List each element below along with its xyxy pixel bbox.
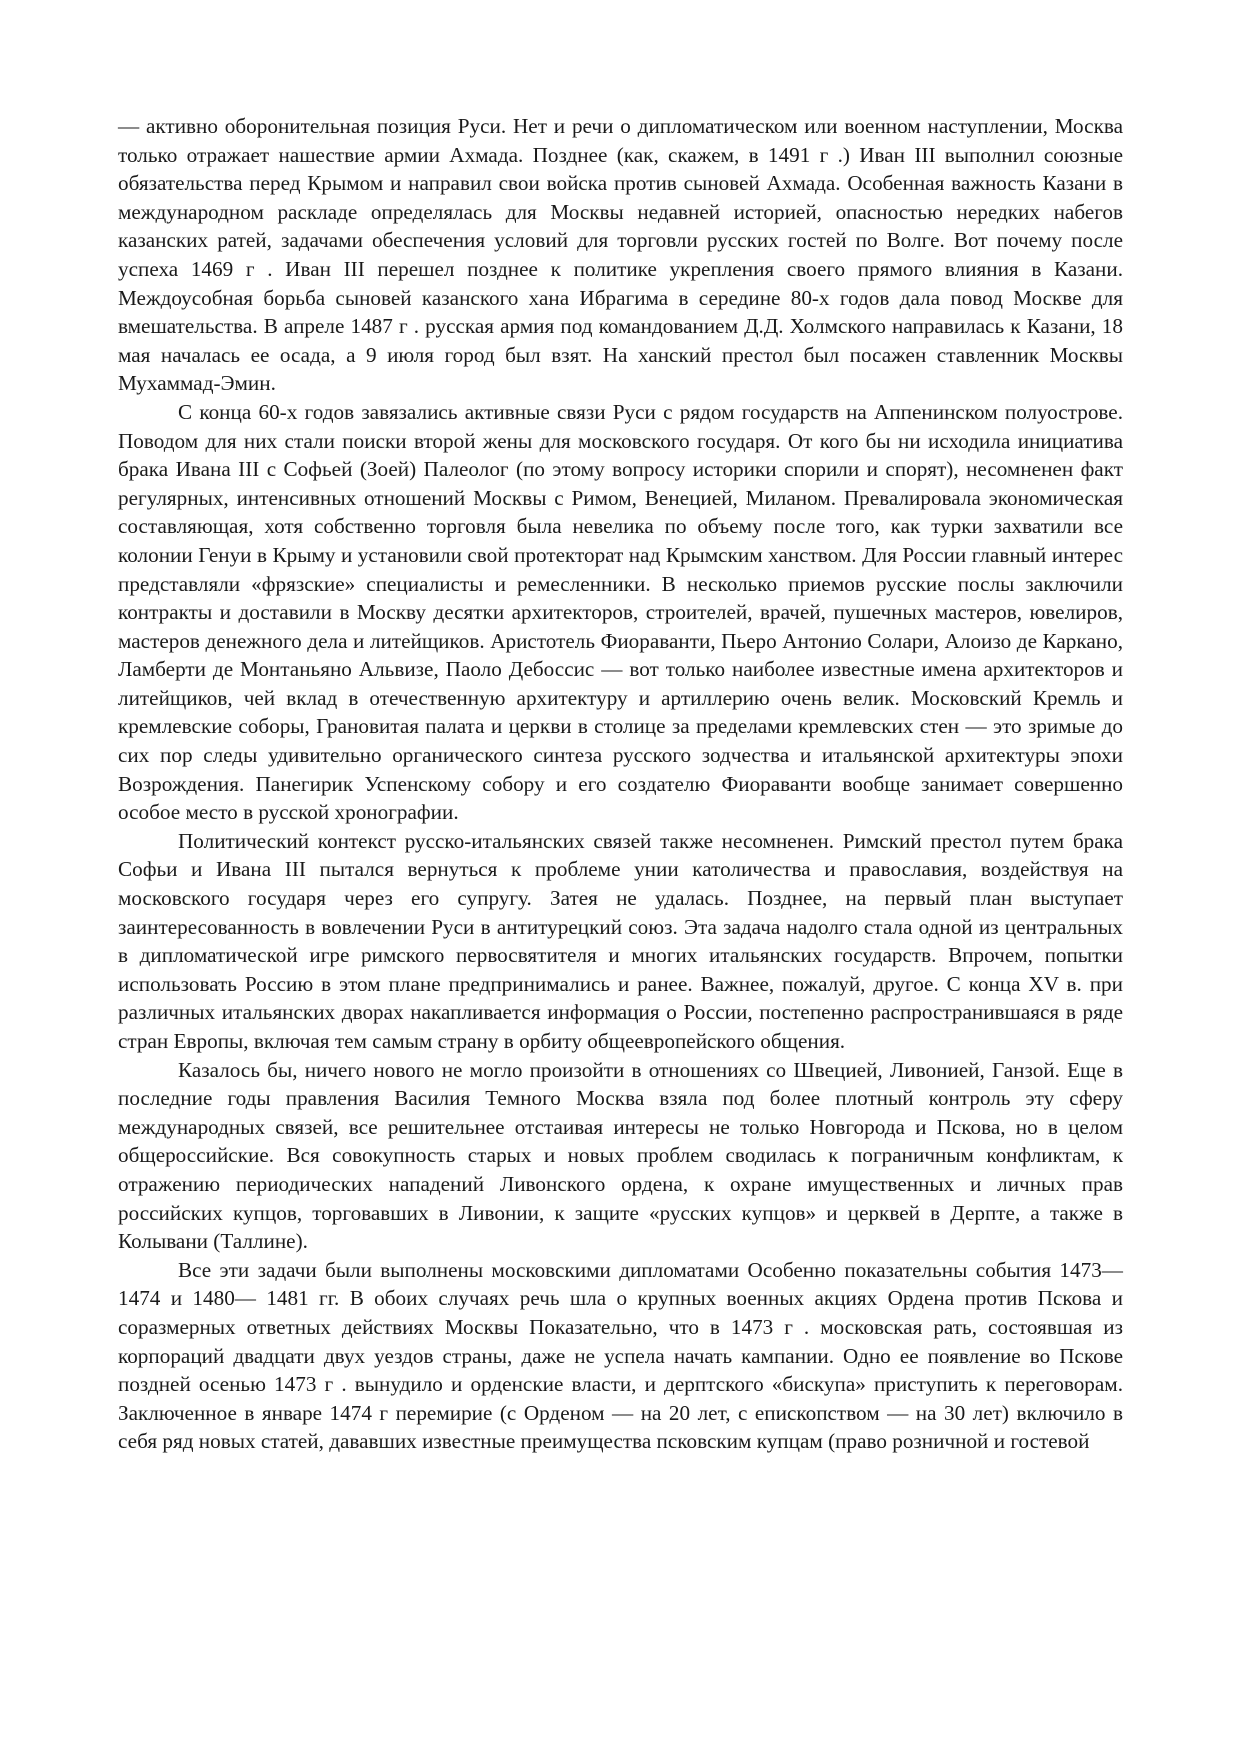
paragraph-4: Казалось бы, ничего нового не могло произойти в отношениях со Швецией, Ливонией, Ганзой. Еще в последние годы правления Василия Темного Москва взяла под более плотный контроль эту сферу международных связей, все решительнее отстаивая интересы не только Новгорода и Пскова, но в целом общероссийские. Вся совокупность старых и новых проблем сводилась к пограничным конфликтам, к отражению периодических нападений Ливонского ордена, к охране имущественных и личных прав российских купцов, торговавших в Ливонии, к защите «русских купцов» и церквей в Дерпте, а также в Колывани (Таллине). (118, 1057, 1123, 1254)
paragraph-2: С конца 60-х годов завязались активные связи Руси с рядом государств на Аппенинском полуострове. Поводом для них стали поиски второй жены для московского государя. От кого бы ни исходила инициатива брака Ивана III с Софьей (Зоей) Палеолог (по этому вопросу историки спорили и спорят), несомненен факт регулярных, интенсивных отношений Москвы с Римом, Венецией, Миланом. Превалировала экономическая составляющая, хотя собственно торговля была невелика по объему после того, как турки захватили все колонии Генуи в Крыму и установили свой протекторат над Крымским ханством. Для России главный интерес представляли «фрязские» специалисты и ремесленники. В несколько приемов русские послы заключили контракты и доставили в Москву десятки архитекторов, строителей, врачей, пушечных мастеров, ювелиров, мастеров денежного дела и литейщиков. Аристотель Фиораванти, Пьеро Антонио Солари, Алоизо де Каркано, Ламберти де Монтаньяно Альвизе, Паоло Дебоссис — вот только наиболее известные имена архитекторов и литейщиков, чей вклад в отечественную архитектуру и артиллерию очень велик. Московский Кремль и кремлевские соборы, Грановитая палата и церкви в столице за пределами кремлевских стен — это зримые до сих пор следы удивительно органического синтеза русского зодчества и итальянской архитектуры эпохи Возрождения. Панегирик Успенскому собору и его создателю Фиораванти вообще занимает совершенно особое место в русской хронографии. (118, 399, 1123, 825)
paragraph-5: Все эти задачи были выполнены московскими дипломатами Особенно показательны события 1473—1474 и 1480— 1481 гг. В обоих случаях речь шла о крупных военных акциях Ордена против Пскова и соразмерных ответных действиях Москвы Показательно, что в 1473 г . московская рать, состоявшая из корпораций двадцати двух уездов страны, даже не успела начать кампании. Одно ее появление во Пскове поздней осенью 1473 г . вынудило и орденские власти, и дерптского «бискупа» приступить к переговорам. Заключенное в январе 1474 г перемирие (с Орденом — на 20 лет, с епископством — на 30 лет) включило в себя ряд новых статей, дававших известные преимущества псковским купцам (право розничной и гостевой (118, 1257, 1123, 1454)
paragraph-1: — активно оборонительная позиция Руси. Нет и речи о дипломатическом или военном наступлении, Москва только отражает нашествие армии Ахмада. Позднее (как, скажем, в 1491 г .) Иван III выполнил союзные обязательства перед Крымом и направил свои войска против сыновей Ахмада. Особенная важность Казани в международном раскладе определялась для Москвы недавней историей, опасностью нередких набегов казанских ратей, задачами обеспечения условий для торговли русских гостей по Волге. Вот почему после успеха 1469 г . Иван III перешел позднее к политике укрепления своего прямого влияния в Казани. Междоусобная борьба сыновей казанского хана Ибрагима в середине 80-х годов дала повод Москве для вмешательства. В апреле 1487 г . русская армия под командованием Д.Д. Холмского направилась к Казани, 18 мая началась ее осада, а 9 июля город был взят. На ханский престол был посажен ставленник Москвы Мухаммад-Эмин. (118, 114, 1123, 396)
paragraph-3: Политический контекст русско-итальянских связей также несомненен. Римский престол путем брака Софьи и Ивана III пытался вернуться к проблеме унии католичества и православия, воздействуя на московского государя через его супругу. Затея не удалась. Позднее, на первый план выступает заинтересованность в вовлечении Руси в антитурецкий союз. Эта задача надолго стала одной из центральных в дипломатической игре римского первосвятителя и многих итальянских государств. Впрочем, попытки использовать Россию в этом плане предпринимались и ранее. Важнее, пожалуй, другое. С конца XV в. при различных итальянских дворах накапливается информация о России, постепенно распространившаяся в ряде стран Европы, включая тем самым страну в орбиту общеевропейского общения. (118, 828, 1123, 1053)
document-page (118, 112, 1123, 1456)
